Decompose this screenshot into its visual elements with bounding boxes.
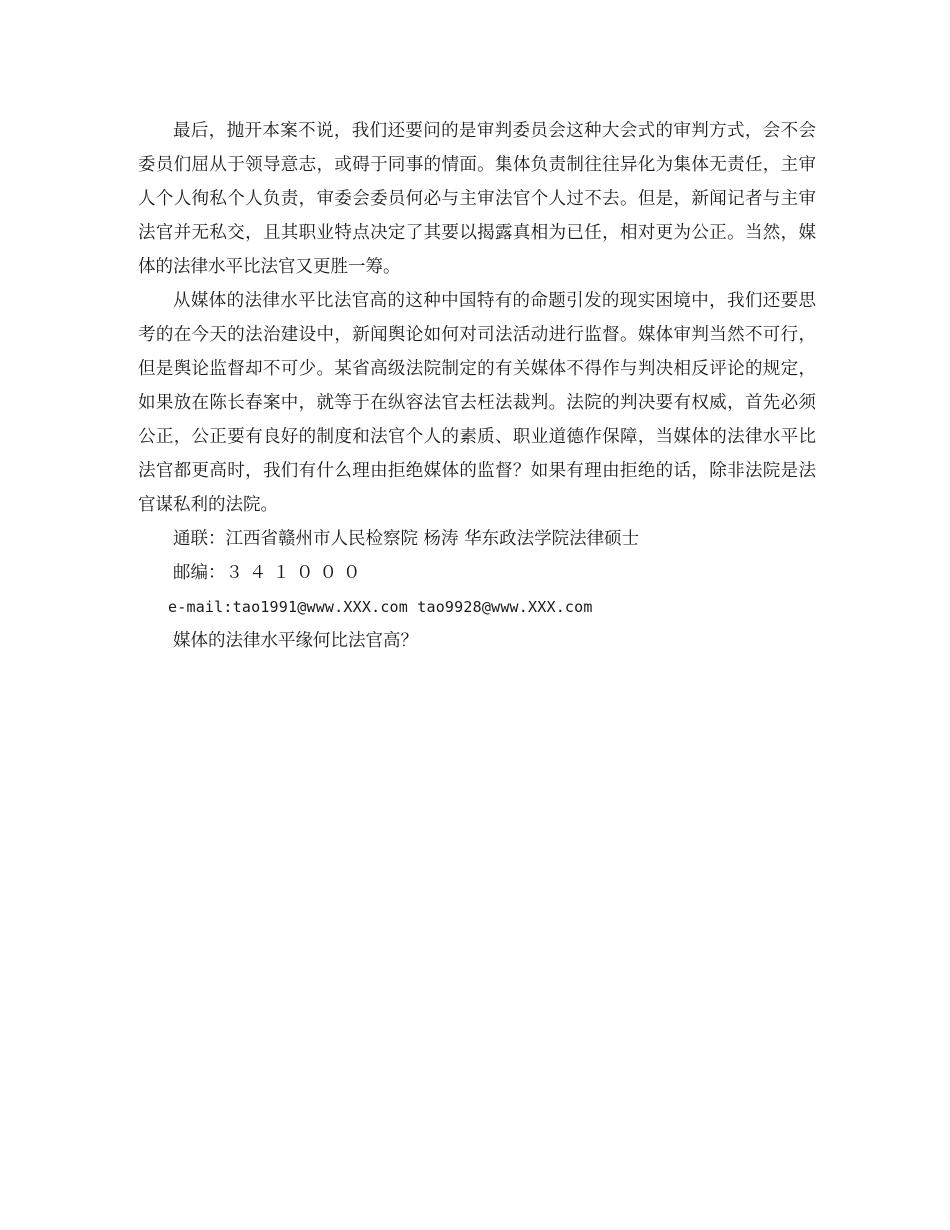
postcode-line [138,556,816,590]
email-label: e-mail: [168,598,233,616]
postcode-label: 邮编： [173,563,226,583]
paragraph-2: 从媒体的法律水平比法官高的这种中国特有的命题引发的现实困境中，我们还要思考的在今天的法治建设中，新闻舆论如何对司法活动进行监督。媒体审判当然不可行，但是舆论监督却不可少。某省高级法院制定的有关媒体不得作与判决相反评论的规定，如果放在陈长春案中，就等于在纵容法官去枉法裁判。法院的判决要有权威，首先必须公正，公正要有良好的制度和法官个人的素质、职业道德作保障，当媒体的法律水平比法官都更高时，我们有什么理由拒绝媒体的监督？如果有理由拒绝的话，除非法院是法官谋私利的法院。 [138,291,816,515]
email-value: tao1991@www.XXX.com tao9928@www.XXX.com [232,598,593,616]
postcode-value: ３４１０００ [225,563,367,583]
paragraph-1: 最后，抛开本案不说，我们还要问的是审判委员会这种大会式的审判方式，会不会委员们屈从于领导意志，或碍于同事的情面。集体负责制往往异化为集体无责任，主审人个人徇私个人负责，审委会委员何必与主审法官个人过不去。但是，新闻记者与主审法官并无私交，且其职业特点决定了其要以揭露真相为已任，相对更为公正。当然，媒体的法律水平比法官又更胜一筹。 [138,121,816,277]
document-body [138,114,816,658]
email-line [138,590,816,624]
article-title-line: 媒体的法律水平缘何比法官高？ [173,631,418,651]
contact-line: 通联：江西省赣州市人民检察院 杨涛 华东政法学院法律硕士 [173,529,640,549]
